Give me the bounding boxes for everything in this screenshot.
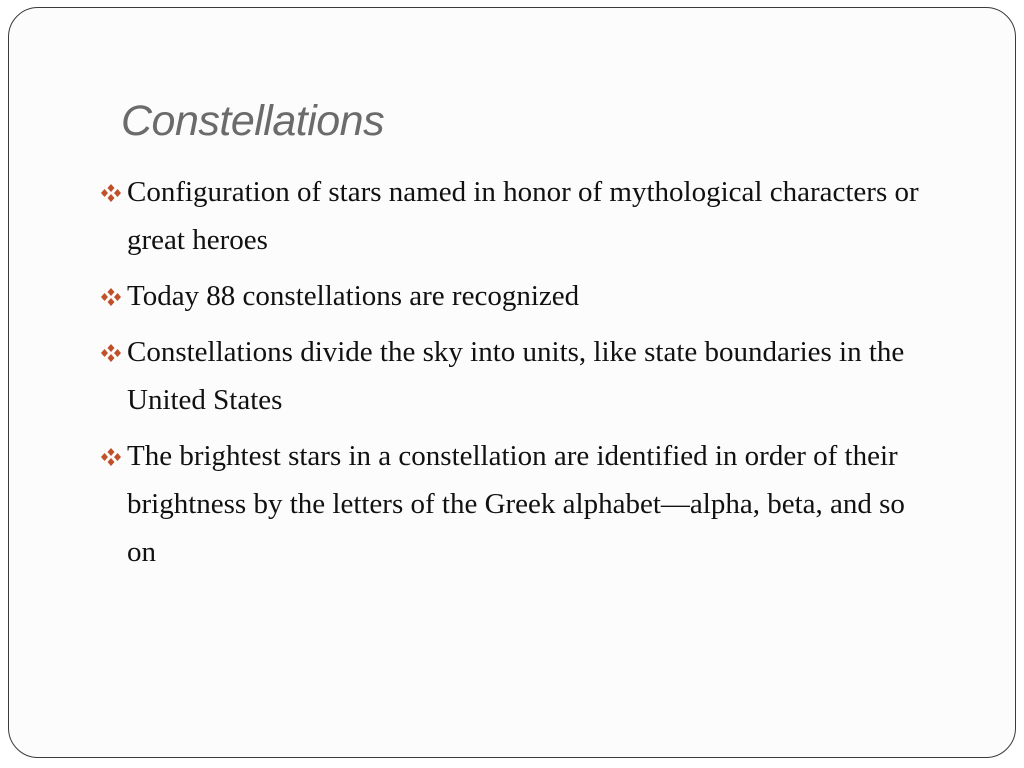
- list-item: [97, 328, 937, 424]
- slide-frame: [8, 7, 1016, 758]
- bullet-text: Constellations divide the sky into units, like state boundaries in the United States: [127, 336, 905, 416]
- four-diamond-bullet-icon: [97, 447, 125, 467]
- four-diamond-bullet-icon: [97, 183, 125, 203]
- bullet-list: [97, 168, 937, 584]
- bullet-text: Configuration of stars named in honor of mythological characters or great heroes: [127, 176, 919, 256]
- bullet-text: Today 88 constellations are recognized: [127, 280, 580, 312]
- four-diamond-bullet-icon: [97, 343, 125, 363]
- four-diamond-bullet-icon: [97, 287, 125, 307]
- bullet-text: The brightest stars in a constellation are identified in order of their brightness by the letters of the Greek alphabet—alpha, beta, and so on: [127, 440, 905, 568]
- slide-title: Constellations: [121, 97, 385, 145]
- list-item: [97, 272, 937, 320]
- list-item: [97, 432, 937, 576]
- list-item: [97, 168, 937, 264]
